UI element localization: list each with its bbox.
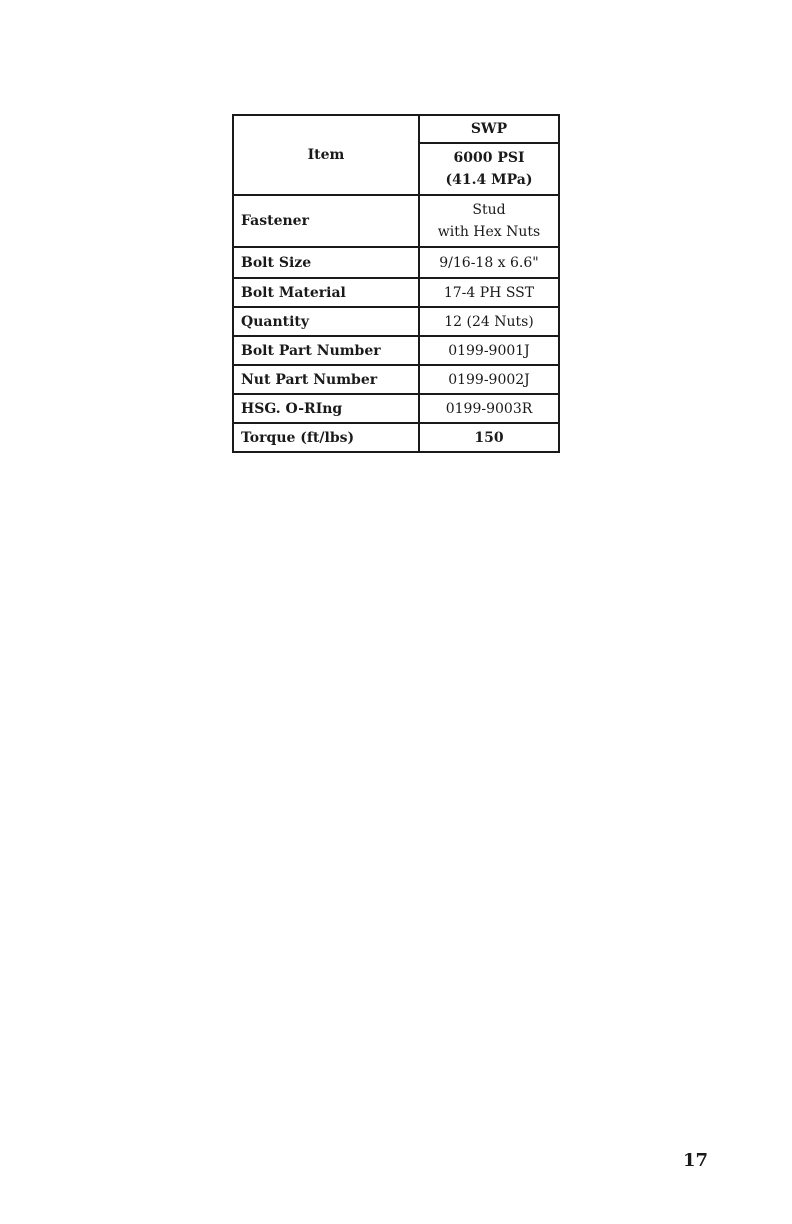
fastener-value (419, 195, 559, 247)
pressure-mpa: (41.4 MPa) (445, 172, 533, 188)
fastener-value-line1: Stud (472, 202, 506, 218)
table-row (233, 195, 559, 247)
row-value: 12 (24 Nuts) (419, 307, 559, 336)
row-label: Bolt Material (233, 278, 419, 307)
item-header: Item (233, 115, 419, 195)
table-row (233, 247, 559, 278)
row-value: 17-4 PH SST (419, 278, 559, 307)
row-label: Bolt Part Number (233, 336, 419, 365)
table-row (233, 307, 559, 336)
swp-header: SWP (419, 115, 559, 143)
pressure-header (419, 143, 559, 195)
fastener-value-line2: with Hex Nuts (437, 224, 541, 240)
row-label: Torque (ft/lbs) (233, 423, 419, 452)
table-row (233, 278, 559, 307)
row-label: HSG. O-RIng (233, 394, 419, 423)
specifications-table (232, 114, 560, 453)
row-label: Nut Part Number (233, 365, 419, 394)
row-value: 9/16-18 x 6.6" (419, 247, 559, 278)
row-label: Bolt Size (233, 247, 419, 278)
page-number: 17 (682, 1150, 708, 1171)
pressure-psi: 6000 PSI (453, 150, 525, 166)
table-row (233, 394, 559, 423)
table-row (233, 423, 559, 452)
row-label: Quantity (233, 307, 419, 336)
row-value: 0199-9001J (419, 336, 559, 365)
table-row (233, 365, 559, 394)
table-row (233, 336, 559, 365)
row-value: 150 (419, 423, 559, 452)
row-value: 0199-9002J (419, 365, 559, 394)
fastener-label: Fastener (233, 195, 419, 247)
table-header-row (233, 115, 559, 143)
row-value: 0199-9003R (419, 394, 559, 423)
